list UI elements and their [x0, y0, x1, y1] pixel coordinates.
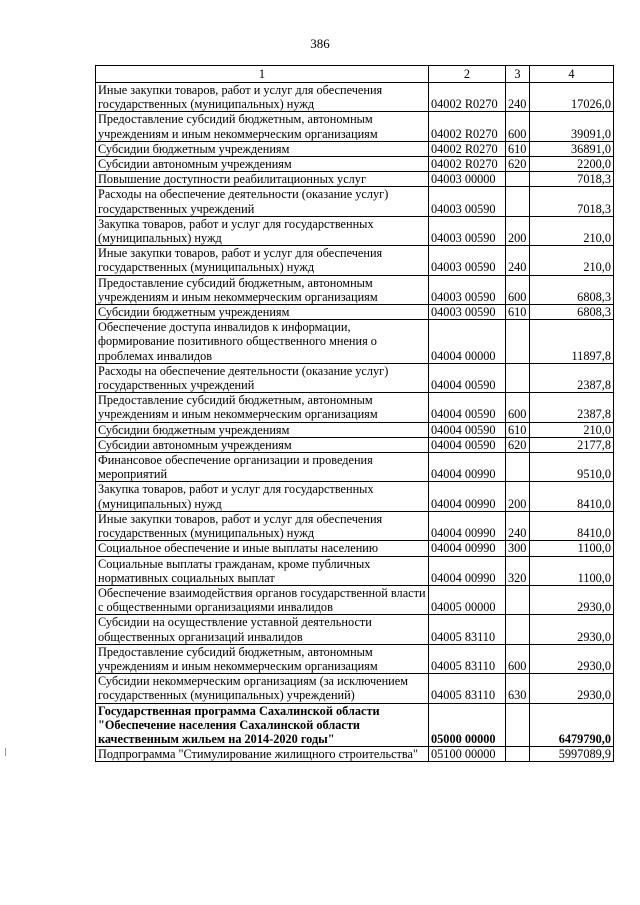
row-name: Предоставление субсидий бюджетным, автономным учреждениям и иным некоммерческим организациям — [96, 644, 429, 673]
row-code: 04005 83110 — [429, 674, 506, 703]
row-name: Субсидии автономным учреждениям — [96, 157, 429, 172]
table-row — [96, 644, 614, 673]
table-row — [96, 437, 614, 452]
table-row — [96, 157, 614, 172]
row-vr — [506, 747, 530, 762]
row-vr: 600 — [506, 393, 530, 422]
row-vr: 200 — [506, 482, 530, 511]
row-code: 04004 00590 — [429, 422, 506, 437]
row-code: 04003 00590 — [429, 216, 506, 245]
row-amount: 8410,0 — [530, 482, 614, 511]
table-row — [96, 393, 614, 422]
row-vr — [506, 320, 530, 364]
row-vr — [506, 172, 530, 187]
row-vr: 240 — [506, 83, 530, 112]
table-row — [96, 275, 614, 304]
table-row — [96, 453, 614, 482]
row-name: Субсидии бюджетным учреждениям — [96, 422, 429, 437]
row-name: Субсидии автономным учреждениям — [96, 437, 429, 452]
row-vr — [506, 585, 530, 614]
row-code: 04002 R0270 — [429, 112, 506, 141]
row-name: Субсидии некоммерческим организациям (за исключением государственных (муниципальных) учреждений) — [96, 674, 429, 703]
row-vr: 600 — [506, 112, 530, 141]
row-code: 04004 00990 — [429, 453, 506, 482]
row-code: 04004 00000 — [429, 320, 506, 364]
row-name: Субсидии бюджетным учреждениям — [96, 141, 429, 156]
row-code: 04002 R0270 — [429, 83, 506, 112]
table-row — [96, 703, 614, 747]
row-code: 04004 00990 — [429, 556, 506, 585]
row-code: 04003 00000 — [429, 172, 506, 187]
table-header-row — [96, 66, 614, 83]
table-row — [96, 747, 614, 762]
table-row — [96, 305, 614, 320]
row-vr: 620 — [506, 437, 530, 452]
row-amount: 2930,0 — [530, 585, 614, 614]
row-code: 04003 00590 — [429, 275, 506, 304]
row-name: Иные закупки товаров, работ и услуг для обеспечения государственных (муниципальных) нужд — [96, 511, 429, 540]
table-row — [96, 363, 614, 392]
row-vr: 240 — [506, 246, 530, 275]
row-name: Повышение доступности реабилитационных услуг — [96, 172, 429, 187]
row-name: Иные закупки товаров, работ и услуг для обеспечения государственных (муниципальных) нужд — [96, 83, 429, 112]
row-code: 04003 00590 — [429, 187, 506, 216]
row-amount: 2930,0 — [530, 674, 614, 703]
row-amount: 210,0 — [530, 422, 614, 437]
budget-table — [95, 65, 614, 762]
row-vr: 600 — [506, 644, 530, 673]
row-amount: 6479790,0 — [530, 703, 614, 747]
table-row — [96, 112, 614, 141]
row-name: Предоставление субсидий бюджетным, автономным учреждениям и иным некоммерческим организациям — [96, 275, 429, 304]
row-amount: 17026,0 — [530, 83, 614, 112]
row-amount: 6808,3 — [530, 305, 614, 320]
row-amount: 210,0 — [530, 246, 614, 275]
row-vr: 200 — [506, 216, 530, 245]
table-row — [96, 541, 614, 556]
header-col-4: 4 — [530, 66, 614, 83]
row-amount: 11897,8 — [530, 320, 614, 364]
table-row — [96, 216, 614, 245]
row-name: Социальные выплаты гражданам, кроме публичных нормативных социальных выплат — [96, 556, 429, 585]
row-code: 04004 00590 — [429, 437, 506, 452]
row-code: 05100 00000 — [429, 747, 506, 762]
table-row — [96, 320, 614, 364]
table-row — [96, 187, 614, 216]
table-row — [96, 511, 614, 540]
row-name: Предоставление субсидий бюджетным, автономным учреждениям и иным некоммерческим организациям — [96, 112, 429, 141]
header-col-2: 2 — [429, 66, 506, 83]
row-code: 04005 83110 — [429, 615, 506, 644]
row-name: Предоставление субсидий бюджетным, автономным учреждениям и иным некоммерческим организациям — [96, 393, 429, 422]
row-name: Обеспечение взаимодействия органов государственной власти с общественными организациями инвалидов — [96, 585, 429, 614]
row-vr: 320 — [506, 556, 530, 585]
row-amount: 6808,3 — [530, 275, 614, 304]
row-vr: 630 — [506, 674, 530, 703]
row-name: Финансовое обеспечение организации и проведения мероприятий — [96, 453, 429, 482]
row-vr — [506, 363, 530, 392]
row-name: Подпрограмма "Стимулирование жилищного строительства" — [96, 747, 429, 762]
row-name: Социальное обеспечение и иные выплаты населению — [96, 541, 429, 556]
row-amount: 5997089,9 — [530, 747, 614, 762]
row-vr — [506, 703, 530, 747]
margin-mark — [5, 748, 6, 756]
row-vr: 610 — [506, 422, 530, 437]
row-name: Расходы на обеспечение деятельности (оказание услуг) государственных учреждений — [96, 187, 429, 216]
row-code: 04004 00590 — [429, 393, 506, 422]
row-amount: 8410,0 — [530, 511, 614, 540]
table-row — [96, 172, 614, 187]
row-vr — [506, 187, 530, 216]
row-vr: 600 — [506, 275, 530, 304]
row-vr: 610 — [506, 305, 530, 320]
table-row — [96, 615, 614, 644]
row-code: 04002 R0270 — [429, 157, 506, 172]
row-name: Государственная программа Сахалинской области "Обеспечение населения Сахалинской области качественным жильем на 2014-2020 годы" — [96, 703, 429, 747]
row-amount: 1100,0 — [530, 541, 614, 556]
row-code: 04005 83110 — [429, 644, 506, 673]
row-name: Обеспечение доступа инвалидов к информации, формирование позитивного общественного мнения о проблемах инвалидов — [96, 320, 429, 364]
table-row — [96, 83, 614, 112]
row-code: 04003 00590 — [429, 305, 506, 320]
row-code: 04004 00990 — [429, 511, 506, 540]
row-amount: 9510,0 — [530, 453, 614, 482]
table-row — [96, 422, 614, 437]
row-amount: 2177,8 — [530, 437, 614, 452]
row-amount: 2387,8 — [530, 393, 614, 422]
row-code: 04004 00990 — [429, 482, 506, 511]
row-code: 05000 00000 — [429, 703, 506, 747]
table-row — [96, 585, 614, 614]
row-amount: 210,0 — [530, 216, 614, 245]
row-amount: 2930,0 — [530, 644, 614, 673]
row-code: 04003 00590 — [429, 246, 506, 275]
row-name: Расходы на обеспечение деятельности (оказание услуг) государственных учреждений — [96, 363, 429, 392]
row-amount: 36891,0 — [530, 141, 614, 156]
header-col-1: 1 — [96, 66, 429, 83]
row-name: Закупка товаров, работ и услуг для государственных (муниципальных) нужд — [96, 216, 429, 245]
row-vr — [506, 453, 530, 482]
row-amount: 2930,0 — [530, 615, 614, 644]
row-amount: 2387,8 — [530, 363, 614, 392]
row-vr: 240 — [506, 511, 530, 540]
row-vr: 300 — [506, 541, 530, 556]
row-name: Субсидии на осуществление уставной деятельности общественных организаций инвалидов — [96, 615, 429, 644]
row-name: Иные закупки товаров, работ и услуг для обеспечения государственных (муниципальных) нужд — [96, 246, 429, 275]
row-vr — [506, 615, 530, 644]
row-code: 04004 00990 — [429, 541, 506, 556]
row-name: Субсидии бюджетным учреждениям — [96, 305, 429, 320]
table-row — [96, 141, 614, 156]
row-amount: 2200,0 — [530, 157, 614, 172]
row-vr: 620 — [506, 157, 530, 172]
row-vr: 610 — [506, 141, 530, 156]
row-code: 04005 00000 — [429, 585, 506, 614]
row-name: Закупка товаров, работ и услуг для государственных (муниципальных) нужд — [96, 482, 429, 511]
row-amount: 7018,3 — [530, 187, 614, 216]
table-row — [96, 482, 614, 511]
row-code: 04002 R0270 — [429, 141, 506, 156]
page-number: 386 — [310, 36, 330, 51]
row-amount: 1100,0 — [530, 556, 614, 585]
row-amount: 39091,0 — [530, 112, 614, 141]
header-col-3: 3 — [506, 66, 530, 83]
row-amount: 7018,3 — [530, 172, 614, 187]
table-row — [96, 556, 614, 585]
table-row — [96, 674, 614, 703]
row-code: 04004 00590 — [429, 363, 506, 392]
table-row — [96, 246, 614, 275]
